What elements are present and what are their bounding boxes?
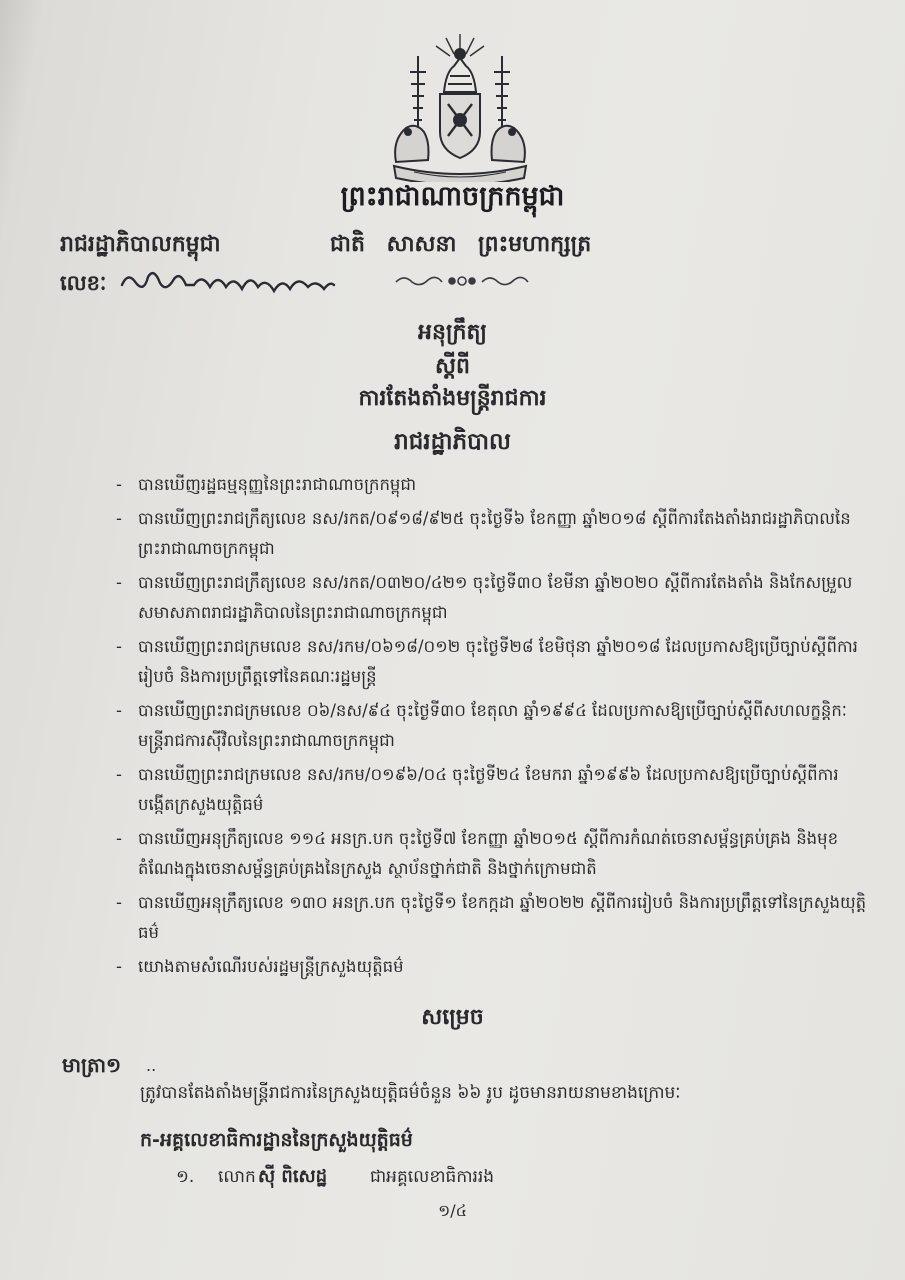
basis-item: - បានឃើញអនុក្រឹត្យលេខ ១៣០ អនក្រ.បក ចុះថ្ងៃទី១ ខែកក្កដា ឆ្នាំ២០២២ ស្តីពីការរៀបចំ និងការប្រព្រឹត្តទៅនៃក្រសួងយុត្តិធម៌ <box>112 888 872 948</box>
basis-item: - បានឃើញព្រះរាជក្រឹត្យលេខ នស/រកត/០៩១៨/៩២៥ ចុះថ្ងៃទី៦ ខែកញ្ញា ឆ្នាំ២០១៨ ស្តីពីការតែងតាំងរាជរដ្ឋាភិបាលនៃព្រះរាជាណាចក្រកម្ពុជា <box>112 504 872 564</box>
basis-item: - បានឃើញអនុក្រឹត្យលេខ ១១៤ អនក្រ.បក ចុះថ្ងៃទី៧ ខែកញ្ញា ឆ្នាំ២០១៥ ស្តីពីការកំណត់ចេនាសម្ព័ន្ធគ្រប់គ្រង និងមុខតំណែងក្នុងចេនាសម្ព័ន្ធគ្រប់គ្រងនៃក្រសួង ស្ថាប័នថ្នាក់ជាតិ និងថ្នាក់ក្រោមជាតិ <box>112 824 872 884</box>
appointee-position: ជាអគ្គលេខាធិការរង <box>370 1167 495 1187</box>
page-number: ១/៤ <box>438 1201 467 1220</box>
decision-heading: សម្រេច <box>421 1005 484 1030</box>
ornament-divider-icon <box>392 272 532 290</box>
government-label: រាជរដ្ឋាភិបាលកម្ពុជា <box>60 232 221 257</box>
section-heading: ក-អគ្គលេខាធិការដ្ឋាននៃក្រសួងយុត្តិធម៌ <box>140 1129 413 1151</box>
appointment-text: ត្រូវបានតែងតាំងមន្ត្រីរាជការនៃក្រសួងយុត្តិធម៌ចំនួន ៦៦ រូប ដូចមានរាយនាមខាងក្រោមៈ <box>140 1083 681 1103</box>
basis-item: - បានឃើញព្រះរាជក្រមលេខ នស/រកម/០៦១៨/០១២ ចុះថ្ងៃទី២៨ ខែមិថុនា ឆ្នាំ២០១៨ ដែលប្រកាសឱ្យប្រើច្បាប់ស្តីពីការរៀបចំ និងការប្រព្រឹត្តទៅនៃគណៈរដ្ឋមន្ត្រី <box>112 632 872 692</box>
appointee-name: ស៊ី ពិសេដ្ឋ <box>258 1166 328 1187</box>
kingdom-heading: ព្រះរាជាណាចក្រកម្ពុជា <box>340 181 565 212</box>
basis-item: - បានឃើញព្រះរាជក្រមលេខ ០៦/នស/៩៤ ចុះថ្ងៃទី៣០ ខែតុលា ឆ្នាំ១៩៩៤ ដែលប្រកាសឱ្យប្រើច្បាប់ស្តីពីសហលក្ខន្តិកៈមន្ត្រីរាជការស៊ីវិលនៃព្រះរាជាណាចក្រកម្ពុជា <box>112 696 872 756</box>
basis-item: - បានឃើញព្រះរាជក្រមលេខ នស/រកម/០១៩៦/០៤ ចុះថ្ងៃទី២៤ ខែមករា ឆ្នាំ១៩៩៦ ដែលប្រកាសឱ្យប្រើច្បាប់ស្តីពីការបង្កើតក្រសួងយុត្តិធម៌ <box>112 760 872 820</box>
basis-item: - បានឃើញព្រះរាជក្រឹត្យលេខ នស/រកត/០៣២០/៤២១ ចុះថ្ងៃទី៣០ ខែមីនា ឆ្នាំ២០២០ ស្តីពីការតែងតាំង និងកែសម្រួលសមាសភាពរាជរដ្ឋាភិបាលនៃព្រះរាជាណាចក្រកម្ពុជា <box>112 568 872 628</box>
article-dots: .. <box>146 1056 157 1075</box>
issuer-heading: រាជរដ្ឋាភិបាល <box>394 429 511 455</box>
basis-item: - យោងតាមសំណើរបស់រដ្ឋមន្ត្រីក្រសួងយុត្តិធម៌ <box>112 952 872 982</box>
decree-subject: ការតែងតាំងមន្ត្រីរាជការ <box>358 386 547 411</box>
legal-basis-list <box>112 470 872 986</box>
article-label: មាត្រា១ <box>62 1053 122 1077</box>
document-number-label: លេខៈ <box>60 271 107 295</box>
basis-item: - បានឃើញរដ្ឋធម្មនុញ្ញនៃព្រះរាជាណាចក្រកម្ពុជា <box>112 470 872 500</box>
decree-about-label: ស្តីពី <box>435 354 470 379</box>
royal-coat-of-arms-icon <box>384 32 536 182</box>
handwritten-number-icon <box>118 263 338 299</box>
appointee-number: ១. <box>176 1167 195 1187</box>
national-motto: ជាតិ សាសនា ព្រះមហាក្សត្រ <box>330 232 592 257</box>
appointee-title: លោក <box>218 1167 256 1187</box>
decree-type-title: អនុក្រឹត្យ <box>418 320 487 345</box>
